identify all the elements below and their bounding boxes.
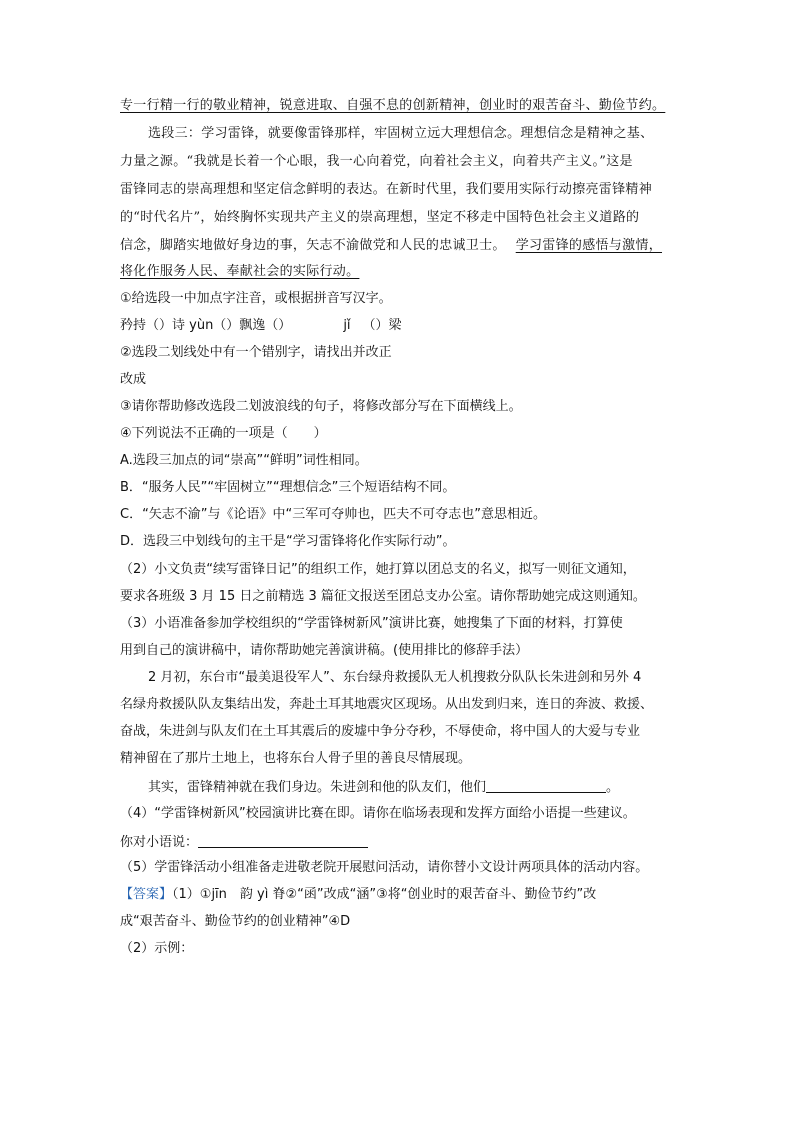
underlined-sentence: 学习雷锋的感悟与激情， [515,238,663,253]
option-c: C．“矢志不渝”与《论语》中“三军可夺帅也，匹夫不可夺志也”意思相近。 [120,507,547,522]
passage-line: 力量之源。“我就是长着一个心眼，我一心向着党，向着社会主义，向着共产主义。”这是 [120,154,633,169]
fill-in-text: 其实，雷锋精神就在我们身边。朱进剑和他的队友们，他们 [148,780,487,795]
option-b: B．“服务人民”“牢固树立”“理想信念”三个短语结构不同。 [120,480,456,495]
answer-tag: 【答案】 [120,887,173,902]
question-2: 要求各班级 3 月 15 日之前精选 3 篇征文报送至团总支办公室。请你帮助她完成这则通知。 [120,589,646,604]
passage-text: 信念，脚踏实地做好身边的事，矢志不渝做党和人民的忠诚卫士。 [120,238,506,253]
passage-line [120,238,680,254]
material-paragraph: 2 月初，东台市“最美退役军人”、东台绿舟救援队无人机搜救分队队长朱进剑和另外 4 [148,670,642,685]
question-1-2: ②选段二划线处中有一个错别字，请找出并改正 [120,345,392,360]
question-3: 用到自己的演讲稿中，请你帮助她完善演讲稿。(使用排比的修辞手法） [120,643,529,658]
question-1-1: ①给选段一中加点字注音，或根据拼音写汉字。 [120,291,392,306]
option-a: A.选段三加点的词“崇高”“鲜明”词性相同。 [120,453,368,468]
passage-line: 选段三：学习雷锋，就要像雷锋那样，牢固树立远大理想信念。理想信念是精神之基、 [148,126,654,141]
pinyin-ji: jǐ [343,318,351,333]
pinyin-liang: （）梁 [362,318,402,333]
answer-blank[interactable] [198,833,368,848]
passage-line: 的“时代名片”，始终胸怀实现共产主义的崇高理想，坚定不移走中国特色社会主义道路的 [120,210,640,225]
answer-line [120,887,680,903]
pinyin-items: 矜持（）诗 yùn（）飘逸（） [120,318,292,333]
question-1-1-items [120,318,680,334]
question-3: （3）小语准备参加学校组织的“学雷锋树新风”演讲比赛，她搜集了下面的材料，打算使 [120,616,623,631]
question-1-3: ③请你帮助修改选段二划波浪线的句子，将修改部分写在下面横线上。 [120,399,522,414]
question-5: （5）学雷锋活动小组准备走进敬老院开展慰问活动，请你替小文设计两项具体的活动内容。 [120,860,649,875]
underlined-sentence: 将化作服务人民、奉献社会的实际行动。 [120,264,360,279]
passage-line: 雷锋同志的崇高理想和坚定信念鲜明的表达。在新时代里，我们要用实际行动擦亮雷锋精神 [120,182,653,197]
material-paragraph: 奋战，朱进剑与队友们在土耳其震后的废墟中争分夺秒，不辱使命，将中国人的大爱与专业 [120,724,641,739]
question-4-prompt [120,833,680,851]
option-d: D．选段三中划线句的主干是“学习雷锋将化作实际行动”。 [120,534,456,549]
material-paragraph: 精神留在了那片土地上，也将东台人骨子里的善良尽情展现。 [120,751,472,766]
answer-line: 成“艰苦奋斗、勤俭节约的创业精神”④D [120,914,351,929]
material-paragraph: 名绿舟救援队队友集结出发，奔赴土耳其地震灾区现场。从出发到归来，连日的奔波、救援、 [120,697,654,712]
answer-blank[interactable] [486,778,606,793]
question-4: （4）“学雷锋树新风”校园演讲比赛在即。请你在临场表现和发挥方面给小语提一些建议。 [120,806,636,821]
fill-in-end: 。 [606,780,620,795]
fill-in-sentence [148,778,708,796]
prompt-text: 你对小语说： [120,835,199,850]
answer-example: （2）示例： [120,941,194,956]
answer-text: （1）①jīn 韵 yì 脊②“函”改成“涵”③将“创业时的艰苦奋斗、勤俭节约”改 [172,887,597,902]
correction-label: 改成 [120,372,147,387]
question-2: （2）小文负责“续写雷锋日记”的组织工作，她打算以团总支的名义，拟写一则征文通知， [120,562,636,577]
question-1-4: ④下列说法不正确的一项是（ ） [120,426,327,441]
passage-line: 专一行精一行的敬业精神，锐意进取、自强不息的创新精神，创业时的艰苦奋斗、勤俭节约。 [120,98,666,113]
